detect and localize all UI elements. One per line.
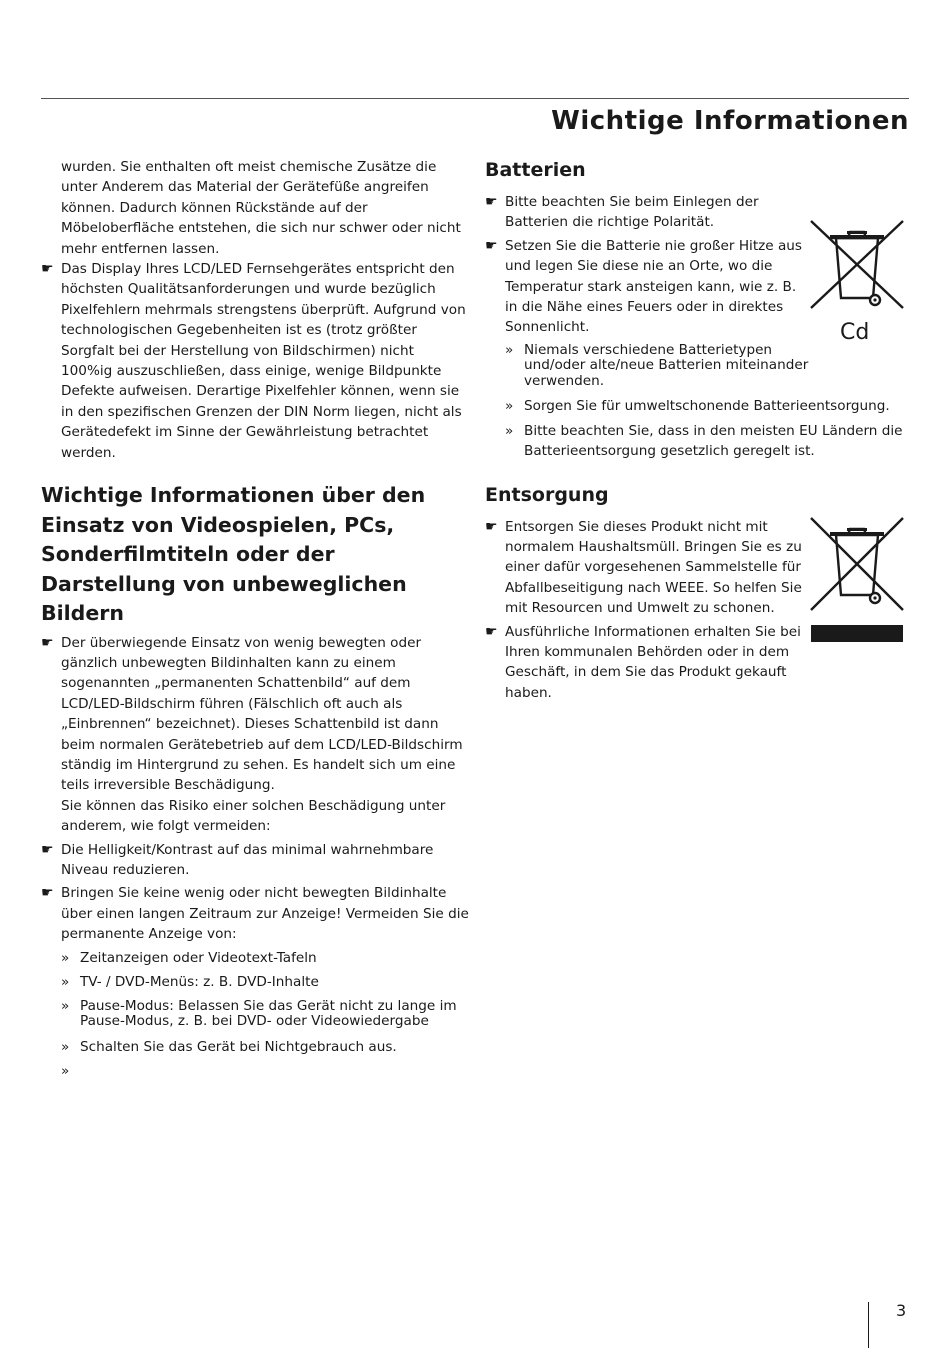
pointing-hand-icon: ☛ [41, 634, 54, 651]
sub-item-text: TV- / DVD-Menüs: z. B. DVD-Inhalte [80, 974, 319, 991]
sub-item-text: Pause-Modus: Belassen Sie das Gerät nicht zu lange im Pause-Modus, z. B. bei DVD- oder Videowiedergabe [80, 997, 457, 1029]
item-text: Der überwiegende Einsatz von wenig bewegten oder gänzlich unbewegten Bildinhalten kann zu einem sogenannten „permanenten Schattenbild“ auf dem LCD/LED-Bildschirm führen (Fälschlich oft auch als „Einbrennen“ bezeichnet). Dieses Schattenbild ist dann beim normalen Gerätebetrieb auf dem LCD/LED-Bildschirm ständig im Hintergrund zu sehen. Es handelt sich um eine teils irreversible Beschädigung. [61, 634, 463, 794]
guillemet-icon: » [61, 1038, 70, 1055]
pointing-hand-icon: ☛ [41, 841, 54, 858]
page-number: 3 [896, 1301, 907, 1320]
guillemet-icon: » [61, 997, 70, 1014]
sub-list-item-empty [41, 1061, 469, 1081]
sub-list-item [485, 341, 829, 393]
item-text: Entsorgen Sie dieses Produkt nicht mit normalem Haushaltsmüll. Bringen Sie es zu einer dafür vorgesehenen Sammelstelle für Abfallbeseitigung nach WEEE. So helfen Sie mit Resourcen und Umwelt zu schonen. [505, 518, 802, 617]
sub-item-text: Niemals verschiedene Batterietypen und/oder alte/neue Batterien miteinander verwenden. [524, 341, 809, 389]
cadmium-label: Cd [840, 320, 870, 345]
sub-item-text: Schalten Sie das Gerät bei Nichtgebrauch aus. [80, 1038, 397, 1055]
footer-rule [868, 1302, 869, 1348]
section-heading-batterien: Batterien [485, 159, 586, 181]
pointing-hand-icon: ☛ [485, 518, 498, 535]
list-item [485, 517, 810, 619]
guillemet-icon: » [61, 974, 70, 991]
sub-item-text: Zeitanzeigen oder Videotext-Tafeln [80, 949, 317, 966]
item-text: Bitte beachten Sie beim Einlegen der Batterien die richtige Polarität. [505, 194, 759, 231]
item-text: Setzen Sie die Batterie nie großer Hitze aus und legen Sie diese nie an Orte, wo die Temperatur stark ansteigen kann, wie z. B. in die Nähe eines Feuers oder in direktes Sonnenlicht. [505, 237, 802, 336]
header-rule [41, 98, 909, 99]
item-text-continued: Sie können das Risiko einer solchen Beschädigung unter anderem, wie folgt vermeiden: [61, 797, 446, 835]
pointing-hand-icon: ☛ [41, 261, 54, 278]
guillemet-icon: » [61, 1062, 70, 1079]
list-item [485, 622, 810, 704]
sub-list-item [41, 997, 469, 1033]
guillemet-icon: » [61, 949, 70, 966]
sub-list-item [41, 972, 469, 992]
sub-item-text: Sorgen Sie für umweltschonende Batterieentsorgung. [524, 398, 890, 415]
intro-paragraph: wurden. Sie enthalten oft meist chemische Zusätze die unter Anderem das Material der Gerätefüße angreifen können. Dadurch können Rückstände auf der Möbeloberfläche entstehen, die sich nur schwer oder nicht mehr entfernen lassen. [61, 159, 461, 257]
guillemet-icon: » [505, 341, 514, 358]
display-item-text: Das Display Ihres LCD/LED Fernsehgerätes entspricht den höchsten Qualitätsanforderungen und wurde bezüglich Pixelfehlern mehrmals strengstens überprüft. Aufgrund von technologischen Gegebenheiten ist es (trotz größter Sorgfalt bei der Herstellung von Bildschirmen) nicht 100%ig auszuschließen, dass einige, wenige Bildpunkte Defekte aufweisen. Derartige Pixelfehler können, wenn sie in den spezifischen Grenzen der DIN Norm liegen, nicht als Gerätedefekt im Sinne der Gewährleistung betrachtet werden. [61, 261, 466, 461]
sub-list-item [485, 421, 910, 462]
pointing-hand-icon: ☛ [485, 237, 498, 254]
guillemet-icon: » [505, 398, 514, 415]
pointing-hand-icon: ☛ [485, 194, 498, 210]
section-heading-videogames: Wichtige Informationen über den Einsatz von Videospielen, PCs, Sonderfilmtiteln oder der Darstellung von unbeweglichen Bildern [41, 483, 426, 626]
list-item [485, 236, 810, 338]
sub-list-item [485, 396, 910, 416]
item-text: Bringen Sie keine wenig oder nicht bewegten Bildinhalte über einen langen Zeitraum zur Anzeige! Vermeiden Sie die permanente Anzeige von: [61, 885, 469, 943]
sub-list-item [41, 948, 469, 968]
weee-marking-bar [811, 625, 903, 642]
item-text: Die Helligkeit/Kontrast auf das minimal wahrnehmbare Niveau reduzieren. [61, 841, 434, 879]
page-title: Wichtige Informationen [551, 106, 909, 136]
list-item [41, 633, 469, 837]
list-item [41, 883, 469, 944]
sub-list-item [41, 1037, 469, 1057]
list-item [41, 259, 469, 463]
pointing-hand-icon: ☛ [485, 623, 498, 640]
list-item [41, 840, 469, 881]
pointing-hand-icon: ☛ [41, 885, 54, 902]
left-column [41, 157, 469, 1085]
sub-item-text: Bitte beachten Sie, dass in den meisten EU Ländern die Batterieentsorgung gesetzlich geregelt ist. [524, 422, 903, 460]
item-text: Ausführliche Informationen erhalten Sie bei Ihren kommunalen Behörden oder in dem Geschäft, in dem Sie das Produkt gekauft haben. [505, 623, 801, 701]
guillemet-icon: » [505, 422, 514, 439]
section-heading-entsorgung: Entsorgung [485, 483, 609, 506]
list-item [485, 192, 810, 233]
